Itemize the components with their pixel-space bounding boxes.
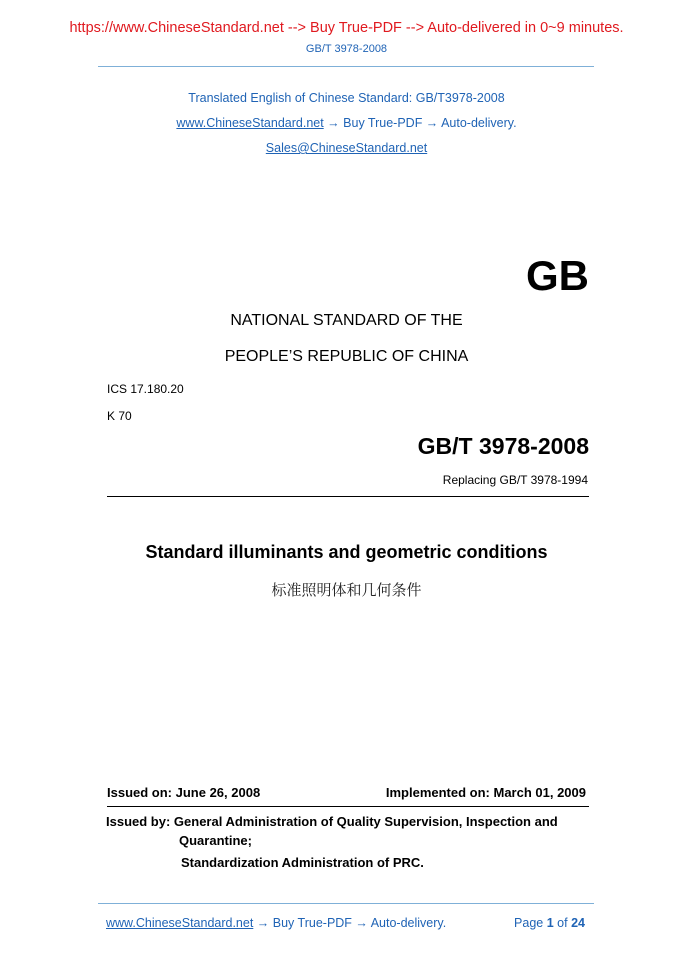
ccs-code: K 70 [107,409,132,423]
page-current: 1 [546,916,554,930]
issued-by-line1: General Administration of Quality Supervision, Inspection and [173,814,558,829]
footer-site-link[interactable]: www.ChineseStandard.net [106,916,254,930]
national-standard-line2: PEOPLE’S REPUBLIC OF CHINA [224,348,469,365]
header-standard-code: GB/T 3978-2008 [305,43,388,55]
document-title: Standard illuminants and geometric conditions [145,542,548,562]
top-banner[interactable]: https://www.ChineseStandard.net --> Buy True-PDF --> Auto-delivered in 0~9 minutes. [69,20,624,36]
issue-divider [107,806,589,807]
header-divider [98,66,594,67]
intro-buy-line [0,116,693,130]
ics-code: ICS 17.180.20 [107,382,184,396]
footer-buy-text: → Buy True-PDF → Auto-delivery. [253,916,447,930]
page-number [514,916,585,930]
intro-email-line [0,141,693,155]
intro-buy-text: → Buy True-PDF → Auto-delivery. [323,116,517,130]
implemented-on: Implemented on: March 01, 2009 [385,785,586,800]
footer-divider [98,903,594,904]
issued-by-line2: Quarantine; [179,833,252,848]
national-standard-line1: NATIONAL STANDARD OF THE [230,312,463,329]
issued-on: Issued on: June 26, 2008 [107,785,261,800]
page-of: of [557,916,568,930]
intro-site-link[interactable]: www.ChineseStandard.net [176,116,324,130]
gb-logo: GB [526,252,589,299]
code-divider [107,496,589,497]
sales-email-link[interactable]: Sales@ChineseStandard.net [265,141,428,155]
document-title-chinese: 标准照明体和几何条件 [271,581,422,599]
replacing-note: Replacing GB/T 3978-1994 [442,473,588,487]
issued-by-block [106,812,558,872]
standard-code: GB/T 3978-2008 [417,433,589,459]
translation-note: Translated English of Chinese Standard: GB/T3978-2008 [188,91,505,105]
issued-by-line3: Standardization Administration of PRC. [181,855,424,870]
page-total: 24 [571,916,585,930]
issued-by-label: Issued by: [106,814,171,829]
page-label: Page [514,916,544,930]
footer-buy-line [106,916,446,930]
